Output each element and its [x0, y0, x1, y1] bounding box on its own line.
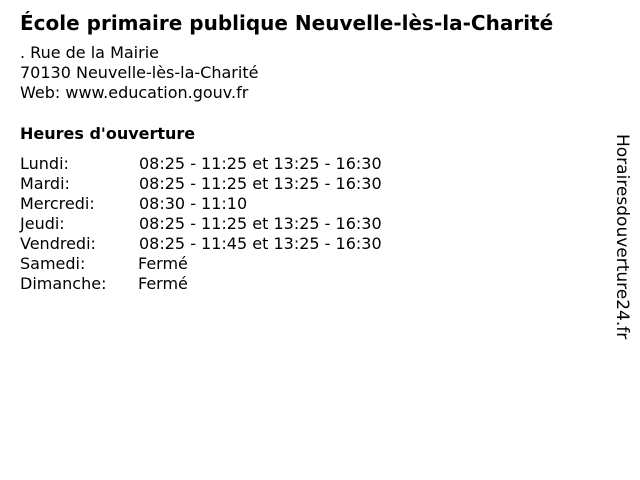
day-hours: 08:25 - 11:45 et 13:25 - 16:30 — [139, 234, 382, 253]
address-street: . Rue de la Mairie — [20, 43, 159, 62]
hours-heading: Heures d'ouverture — [20, 124, 196, 143]
day-label: Dimanche: — [20, 274, 107, 293]
day-label: Lundi: — [20, 154, 69, 173]
day-hours: 08:25 - 11:25 et 13:25 - 16:30 — [139, 174, 382, 193]
day-hours: 08:30 - 11:10 — [139, 194, 248, 213]
day-label: Jeudi: — [20, 214, 65, 233]
day-hours: 08:25 - 11:25 et 13:25 - 16:30 — [139, 214, 382, 233]
day-label: Mercredi: — [20, 194, 95, 213]
day-hours: Fermé — [138, 254, 188, 273]
day-label: Samedi: — [20, 254, 86, 273]
day-hours: Fermé — [138, 274, 188, 293]
address-block — [20, 43, 258, 103]
address-web: Web: www.education.gouv.fr — [20, 83, 249, 102]
watermark-text: Horairesdouverture24.fr — [612, 134, 632, 340]
site-watermark — [611, 134, 637, 374]
day-label: Vendredi: — [20, 234, 96, 253]
page-title: École primaire publique Neuvelle-lès-la-Charité — [20, 11, 554, 35]
address-city: 70130 Neuvelle-lès-la-Charité — [20, 63, 259, 82]
day-hours: 08:25 - 11:25 et 13:25 - 16:30 — [139, 154, 382, 173]
day-label: Mardi: — [20, 174, 70, 193]
